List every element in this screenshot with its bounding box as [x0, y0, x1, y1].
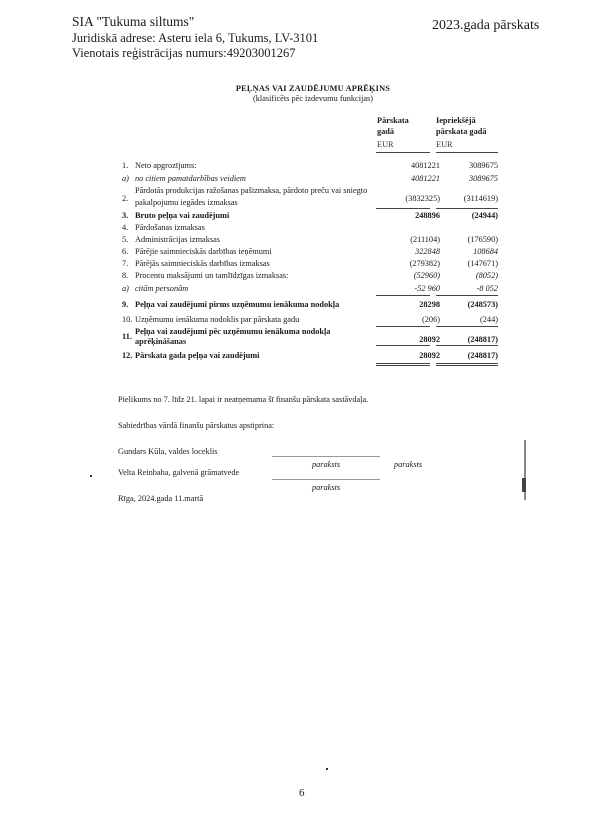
row-number: 7. [122, 259, 129, 268]
row-value-current: (206) [422, 315, 440, 324]
row-label: Neto apgrozījums: [135, 161, 197, 170]
row-value-previous: (248573) [467, 300, 498, 309]
row-number: 1. [122, 161, 129, 170]
subtotal-line-previous [436, 295, 498, 296]
row-label-line1: Peļņa vai zaudējumi pēc uzņēmumu ienākuma nodokļa [135, 327, 331, 336]
row-label: citām personām [135, 284, 189, 293]
row-number: 8. [122, 271, 129, 280]
row-label: Pārskata gada peļņa vai zaudējumi [135, 351, 260, 360]
subtotal-line-current [376, 295, 430, 296]
signature-line [272, 456, 380, 457]
row-number: 6. [122, 247, 129, 256]
row-value-current: 322848 [415, 247, 440, 256]
appendix-note: Pielikums no 7. līdz 21. lapai ir neatņemama šī finanšu pārskata sastāvdaļa. [118, 395, 369, 404]
table-row [0, 186, 600, 210]
report-subtitle: (klasificēts pēc izdevumu funkcijas) [252, 94, 374, 103]
row-value-current: 28092 [419, 351, 440, 360]
row-label: no citiem pamatdarbības veidiem [135, 174, 246, 183]
row-number: 3. [122, 211, 129, 220]
col-header-current [377, 116, 409, 137]
row-value-previous: (248817) [467, 335, 498, 344]
signature-label: paraksts [312, 483, 341, 492]
row-value-current: 4081221 [410, 161, 440, 170]
total-double-line-previous [436, 365, 498, 366]
signature-line [272, 479, 380, 480]
registration-number: Vienotais reģistrācijas numurs:49203001267 [72, 46, 296, 60]
row-number: 10. [122, 315, 133, 324]
total-double-line-current [376, 365, 430, 366]
row-value-previous: (8052) [475, 271, 498, 280]
row-value-current: 4081221 [410, 174, 440, 183]
col-currency-current: EUR [377, 140, 394, 149]
col-header-underline-current [376, 152, 430, 153]
row-value-current: (211104) [410, 235, 440, 244]
row-value-previous: 108684 [473, 247, 498, 256]
row-number: 4. [122, 223, 129, 232]
company-name: SIA "Tukuma siltums" [72, 14, 195, 29]
row-number: 5. [122, 235, 129, 244]
row-number: 2. [122, 194, 129, 203]
subtotal-line-current [376, 208, 430, 209]
row-label: Procentu maksājumi un tamlīdzīgas izmaksas: [135, 271, 289, 280]
row-value-previous: (176590) [467, 235, 498, 244]
scan-edge-mark [522, 478, 526, 492]
signature-label: paraksts [312, 460, 341, 469]
row-value-previous: (248817) [467, 351, 498, 360]
row-label: Pārējie saimnieciskās darbības ieņēmumi [135, 247, 272, 256]
report-year-title: 2023.gada pārskats [432, 18, 540, 33]
row-value-previous: (244) [480, 315, 498, 324]
row-value-previous: 3089675 [468, 174, 498, 183]
row-value-current: 28092 [419, 335, 440, 344]
row-value-current: (279382) [409, 259, 440, 268]
col-header-underline-previous [436, 152, 498, 153]
col-header-previous [436, 116, 486, 137]
row-label: Pārdošanas izmaksas [135, 223, 205, 232]
col-header-current-line1: Pārskata [377, 116, 409, 125]
row-label-line2: pakalpojumu iegādes izmaksas [135, 198, 238, 207]
row-label-line2: aprēķināšanas [135, 337, 187, 346]
row-value-current: 248896 [415, 211, 440, 220]
row-label: Pārējās saimnieciskās darbības izmaksas [135, 259, 270, 268]
subtotal-line-current [376, 345, 430, 346]
row-value-previous: (24944) [471, 211, 498, 220]
subtotal-line-previous [436, 345, 498, 346]
signer-board-member: Gundars Kūla, valdes loceklis [118, 447, 218, 456]
subtotal-line-previous [436, 208, 498, 209]
row-value-previous: 3089675 [468, 161, 498, 170]
row-label: Peļņa vai zaudējumi pirms uzņēmumu ienākuma nodokļa [135, 300, 340, 309]
col-header-previous-line2: pārskata gadā [436, 126, 487, 136]
report-title: PEĻŅAS VAI ZAUDĒJUMU APRĒĶINS [235, 84, 391, 93]
scan-speck [326, 768, 328, 770]
approval-statement: Sabiedrības vārdā finanšu pārskatus apstiprina: [118, 421, 275, 430]
row-label: Uzņēmumu ienākuma nodoklis par pārskata gadu [135, 315, 300, 324]
company-address: Juridiskā adrese: Asteru iela 6, Tukums, LV-3101 [72, 31, 319, 45]
row-value-current: 28298 [419, 300, 440, 309]
row-value-current: -52 960 [414, 284, 440, 293]
row-value-previous: -8 052 [476, 284, 498, 293]
row-number: 11. [122, 332, 132, 341]
signature-label: paraksts [394, 460, 423, 469]
row-number: 9. [122, 300, 129, 309]
col-currency-previous: EUR [436, 140, 453, 149]
row-value-current: (3832325) [405, 194, 440, 203]
row-value-previous: (3114619) [463, 194, 498, 203]
row-number: 12. [122, 351, 133, 360]
total-line-previous [436, 363, 498, 364]
row-label: Administrācijas izmaksas [135, 235, 221, 244]
col-header-current-line2: gadā [377, 126, 395, 136]
row-value-previous: (147671) [467, 259, 498, 268]
table-row [0, 327, 600, 349]
scan-speck [90, 475, 92, 477]
total-line-current [376, 363, 430, 364]
row-number: a) [122, 174, 129, 183]
row-number: a) [122, 284, 129, 293]
row-value-current: (52960) [413, 271, 440, 280]
col-header-previous-line1: Iepriekšējā [436, 116, 476, 125]
signer-chief-accountant: Velta Reinbaha, galvenā grāmatvede [118, 468, 240, 477]
page-number: 6 [299, 787, 305, 799]
row-label: Bruto peļņa vai zaudējumi [135, 211, 230, 220]
row-label-line1: Pārdotās produkcijas ražošanas pašizmaksa, pārdoto preču vai sniegto [135, 186, 368, 195]
place-and-date: Rīga, 2024.gada 11.martā [118, 494, 204, 503]
